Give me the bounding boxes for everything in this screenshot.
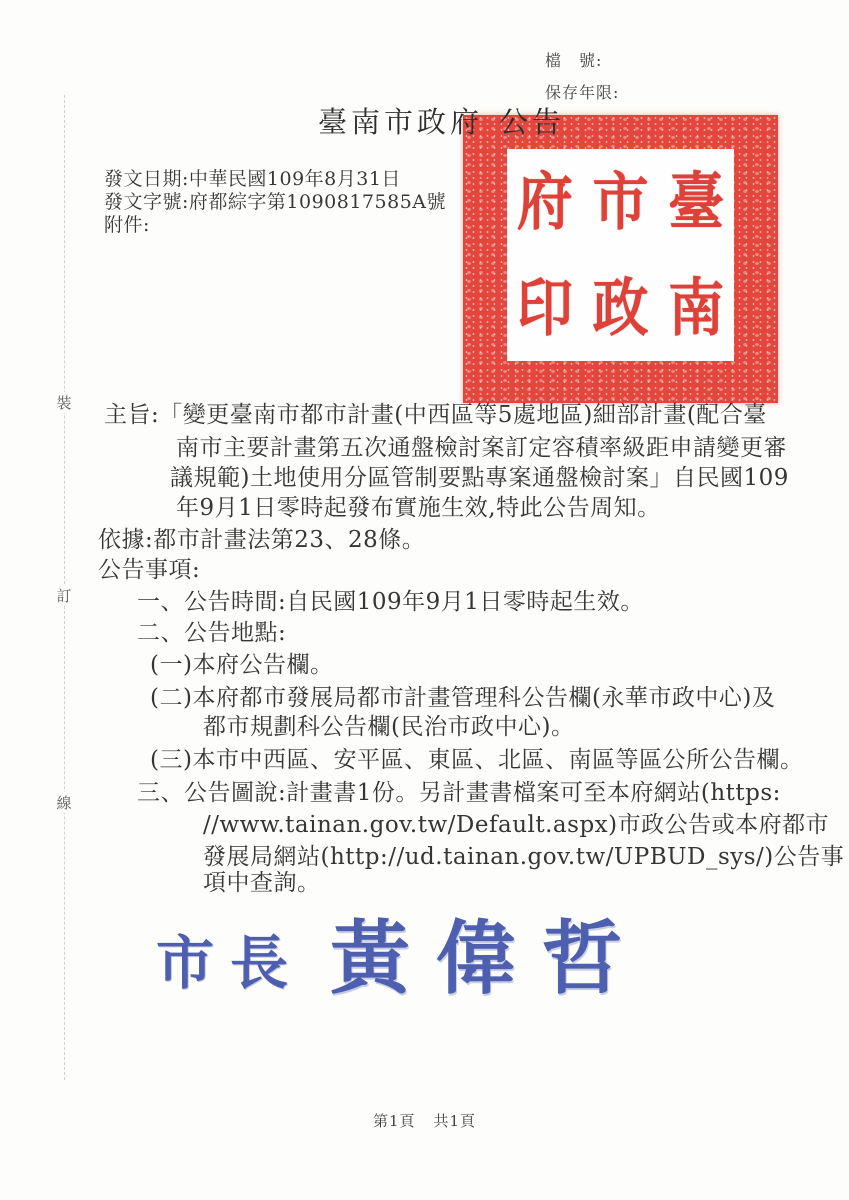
issuer-name: 臺南市政府 [318,105,484,139]
issue-date: 發文日期:中華民國109年8月31日 [104,168,401,190]
mayor-signature-stamp [156,895,648,1020]
binding-mark-ding: 訂 [56,587,72,605]
binding-mark-xian: 線 [56,794,72,812]
binding-mark-zhuang: 裝 [56,394,72,412]
page-footer [0,1110,849,1131]
signature-name: 黃偉哲 [330,910,649,1005]
body-line-subject: 主旨:「變更臺南市都市計畫(中西區等5處地區)細部計畫(配合臺 [104,402,767,428]
body-line: 項中查詢。 [203,870,321,896]
body-line-url: //www.tainan.gov.tw/Default.aspx)市政公告或本府都市 [203,812,830,838]
file-number-label: 檔 號: [545,51,603,70]
body-line-item-3: 三、公告圖說:計畫書1份。另計畫書檔案可至本府網站(https: [137,780,781,806]
body-line-items-heading: 公告事項: [98,557,201,583]
body-line: 都市規劃科公告欄(民治市政中心)。 [203,714,575,740]
seal-character: 政 [592,271,649,345]
seal-character: 印 [516,271,573,345]
page-number: 第1頁 [372,1112,416,1130]
seal-character: 臺 [668,165,725,239]
tainan-city-government-seal [463,115,778,403]
page-total: 共1頁 [433,1112,477,1130]
signature-title: 市長 [156,928,305,997]
body-line: 年9月1日零時起發布實施生效,特此公告周知。 [176,495,661,521]
seal-character: 市 [592,165,649,239]
body-line: 議規範)土地使用分區管制要點專案通盤檢討案」自民國109 [170,465,789,491]
document-type-label: 公告 [499,105,566,139]
body-line-item-2-3: (三)本市中西區、安平區、東區、北區、南區等區公所公告欄。 [150,747,804,773]
attachment-label: 附件: [104,214,150,236]
body-line-item-2-1: (一)本府公告欄。 [150,652,334,678]
seal-character: 南 [668,271,725,345]
body-line-legal-basis: 依據:都市計畫法第23、28條。 [98,527,426,553]
body-line-item-1: 一、公告時間:自民國109年9月1日零時起生效。 [137,589,644,615]
retention-period-label: 保存年限: [545,83,620,102]
body-line-url: 發展局網站(http://ud.tainan.gov.tw/UPBUD_sys/)公告事 [203,844,845,870]
body-line-item-2: 二、公告地點: [137,620,287,646]
body-line-item-2-2: (二)本府都市發展局都市計畫管理科公告欄(永華市政中心)及 [150,685,776,711]
seal-character: 府 [516,165,573,239]
seal-inner-face [507,149,734,361]
document-number: 發文字號:府都綜字第1090817585A號 [104,191,447,213]
body-line: 南市主要計畫第五次通盤檢討案訂定容積率級距申請變更審 [176,435,787,461]
document-title [318,100,565,141]
